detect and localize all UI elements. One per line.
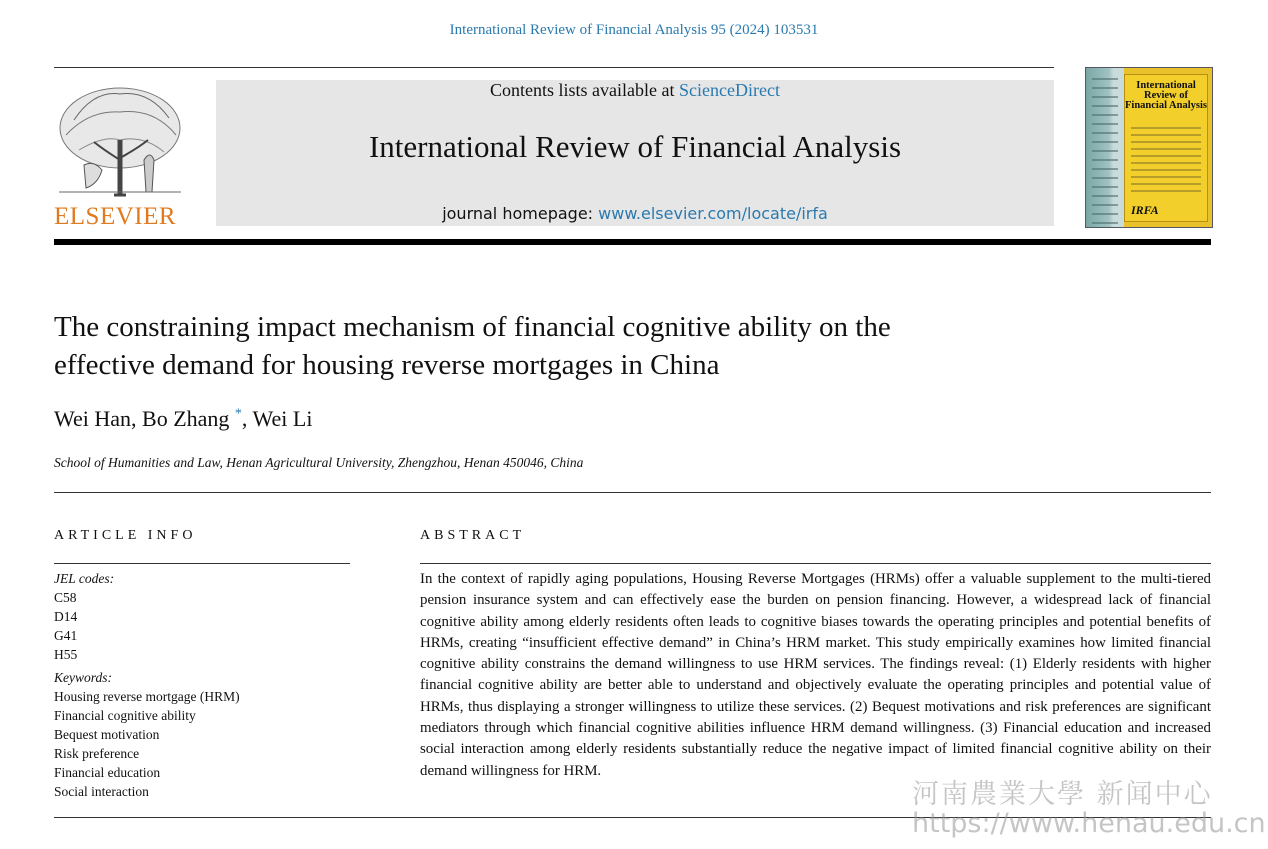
- cover-contents-lines: [1131, 127, 1201, 197]
- header-rule: [54, 67, 1054, 68]
- homepage-link[interactable]: www.elsevier.com/locate/irfa: [598, 204, 828, 223]
- article-info-list: [54, 569, 354, 801]
- article-info-rule: [54, 563, 350, 564]
- keyword: Social interaction: [54, 784, 149, 799]
- section-rule: [54, 492, 1211, 493]
- journal-title: International Review of Financial Analysis: [368, 129, 902, 164]
- author-list: [54, 406, 312, 432]
- sciencedirect-link[interactable]: ScienceDirect: [679, 80, 780, 100]
- jel-code: D14: [54, 609, 78, 624]
- keyword: Housing reverse mortgage (HRM): [54, 689, 240, 704]
- journal-citation[interactable]: International Review of Financial Analysis 95 (2024) 103531: [449, 22, 819, 38]
- keyword: Risk preference: [54, 746, 140, 761]
- jel-code: G41: [54, 628, 78, 643]
- abstract-heading: ABSTRACT: [420, 528, 526, 543]
- watermark-chinese: 河南農業大學 新闻中心: [912, 779, 1213, 810]
- article-title-line-2: effective demand for housing reverse mortgages in China: [54, 349, 720, 381]
- jel-label: JEL codes:: [54, 571, 115, 586]
- cover-title: International Review of Financial Analysis: [1125, 80, 1207, 111]
- cover-side-text: [1092, 78, 1118, 231]
- keyword: Bequest motivation: [54, 727, 160, 742]
- article-title: [54, 308, 1054, 384]
- jel-code: C58: [54, 590, 77, 605]
- article-title-line-1: The constraining impact mechanism of financial cognitive ability on the: [54, 311, 891, 343]
- keywords-label: Keywords:: [54, 670, 112, 685]
- keyword: Financial cognitive ability: [54, 708, 196, 723]
- cover-abbreviation: IRFA: [1131, 203, 1159, 217]
- homepage-line: [216, 204, 1054, 223]
- journal-cover-image[interactable]: [1085, 67, 1213, 228]
- jel-code: H55: [54, 647, 78, 662]
- authors-last[interactable]: , Wei Li: [241, 406, 313, 431]
- cover-panel: [1124, 74, 1208, 222]
- authors-first[interactable]: Wei Han, Bo Zhang: [54, 406, 230, 431]
- keyword: Financial education: [54, 765, 161, 780]
- abstract-text: In the context of rapidly aging populations, Housing Reverse Mortgages (HRMs) offer a valuable supplement to the multi-tiered pension insurance system and can effectively ease the burden on pension financing. However, a widespread lack of financial cognitive ability among elderly residents often leads to cognitive biases towards the operating principles and potential benefits of HRMs, creating “insufficient effective demand” in China’s HRM market. This study empirically examines how limited financial cognitive ability constrains the demand willingness to use HRM services. The findings reveal: (1) Elderly residents with higher financial cognitive ability are better able to understand and objectively evaluate the operating principles and potential value of HRMs, thus displaying a stronger willingness to utilize these services. (2) Bequest motivations and risk preferences are significant mediators through which financial cognitive abilities influence HRM demand willingness. (3) Financial education and increased social interaction among elderly residents substantially reduce the negative impact of limited financial cognitive ability on their demand willingness for HRM.: [420, 571, 1211, 779]
- article-info-heading: ARTICLE INFO: [54, 528, 197, 543]
- homepage-prefix: journal homepage:: [442, 204, 599, 223]
- watermark-url: https://www.henau.edu.cn: [912, 808, 1266, 839]
- corresponding-author-marker[interactable]: *: [234, 406, 242, 422]
- abstract-rule: [420, 563, 1211, 564]
- publisher-name[interactable]: ELSEVIER: [54, 203, 177, 230]
- contents-line: [216, 80, 1054, 101]
- contents-prefix: Contents lists available at: [490, 80, 679, 100]
- affiliation: School of Humanities and Law, Henan Agricultural University, Zhengzhou, Henan 450046, China: [54, 455, 584, 470]
- header-thick-rule: [54, 239, 1211, 245]
